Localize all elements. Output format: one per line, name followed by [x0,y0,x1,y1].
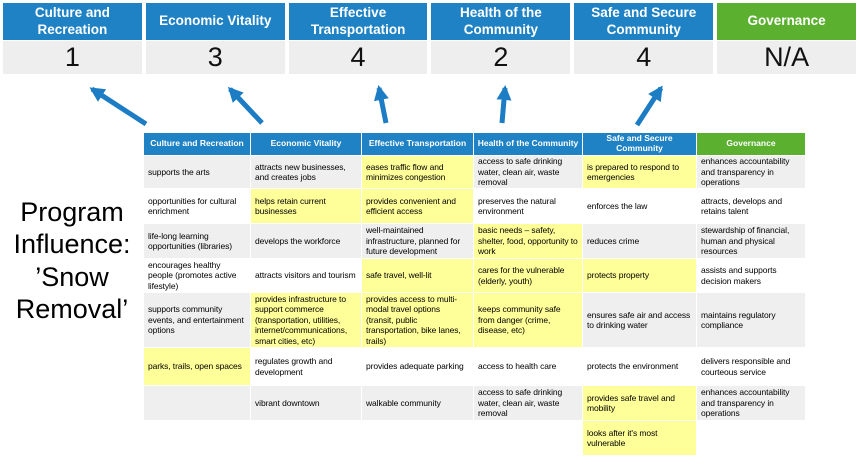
matrix-cell: provides infrastructure to support commerce (transportation, utilities, internet/communications, smart cities, etc) [251,293,361,347]
matrix-cell: eases traffic flow and minimizes congestion [362,156,473,188]
matrix-cell [362,421,473,455]
matrix-cell: basic needs – safety, shelter, food, opportunity to work [474,224,582,258]
page-title: Program Influence: ’Snow Removal’ [13,197,131,325]
matrix-cell: delivers responsible and courteous service [697,348,805,385]
matrix-cell: attracts visitors and tourism [251,259,361,292]
arrow-icon-economic-vitality [230,89,262,123]
matrix-cell: stewardship of financial, human and physical resources [697,224,805,258]
matrix-cell [474,421,582,455]
matrix-cell: walkable community [362,386,473,420]
score-row [3,41,856,74]
matrix-cell: enhances accountability and transparency in operations [697,386,805,420]
score-culture-recreation: 1 [3,41,142,74]
score-safe-secure-community: 4 [574,41,713,74]
matrix-cell: cares for the vulnerable (elderly, youth) [474,259,582,292]
matrix-cell: keeps community safe from danger (crime, disease, etc) [474,293,582,347]
matrix-cell: maintains regulatory compliance [697,293,805,347]
priority-header-economic-vitality: Economic Vitality [146,3,285,40]
priority-header-culture-recreation: Culture and Recreation [3,3,142,40]
matrix-cell: preserves the natural environment [474,189,582,223]
matrix-cell: life-long learning opportunities (libraries) [144,224,250,258]
priority-header-safe-secure-community: Safe and Secure Community [574,3,713,40]
arrow-icon-health-community [502,88,505,123]
matrix-cell: provides adequate parking [362,348,473,385]
priority-header-governance: Governance [717,3,856,40]
matrix-cell: reduces crime [583,224,696,258]
matrix-cell: attracts new businesses, and creates jobs [251,156,361,188]
matrix-cell: provides access to multi-modal travel options (transit, public transportation, bike lanes, trails) [362,293,473,347]
matrix-header-health-community: Health of the Community [474,133,582,155]
matrix-header-economic-vitality: Economic Vitality [251,133,361,155]
matrix-cell: looks after it's most vulnerable [583,421,696,455]
matrix-cell: regulates growth and development [251,348,361,385]
matrix-cell: encourages healthy people (promotes active lifestyle) [144,259,250,292]
matrix-cell [697,421,805,455]
matrix-cell: enhances accountability and transparency in operations [697,156,805,188]
matrix-cell: opportunities for cultural enrichment [144,189,250,223]
score-effective-transportation: 4 [289,41,428,74]
priority-header-effective-transportation: Effective Transportation [289,3,428,40]
priority-banner [3,3,856,40]
matrix-cell: parks, trails, open spaces [144,348,250,385]
arrow-icon-culture-recreation [92,89,146,124]
matrix-header-governance: Governance [697,133,805,155]
matrix-cell: safe travel, well-lit [362,259,473,292]
priority-header-health-community: Health of the Community [431,3,570,40]
arrow-icon-effective-transportation [379,88,386,123]
matrix-cell: attracts, develops and retains talent [697,189,805,223]
matrix-cell [144,386,250,420]
matrix-cell: helps retain current businesses [251,189,361,223]
matrix-cell: provides convenient and efficient access [362,189,473,223]
influence-matrix [144,133,805,455]
matrix-header-culture-recreation: Culture and Recreation [144,133,250,155]
matrix-cell: access to health care [474,348,582,385]
matrix-cell: ensures safe air and access to drinking water [583,293,696,347]
matrix-header-safe-secure-community: Safe and Secure Community [583,133,696,155]
matrix-cell: access to safe drinking water, clean air, waste removal [474,386,582,420]
matrix-cell [251,421,361,455]
matrix-cell: supports the arts [144,156,250,188]
matrix-cell: assists and supports decision makers [697,259,805,292]
matrix-cell [144,421,250,455]
matrix-cell: well-maintained infrastructure, planned for future development [362,224,473,258]
score-economic-vitality: 3 [146,41,285,74]
matrix-cell: vibrant downtown [251,386,361,420]
matrix-cell: access to safe drinking water, clean air, waste removal [474,156,582,188]
matrix-cell: is prepared to respond to emergencies [583,156,696,188]
matrix-cell: protects property [583,259,696,292]
score-health-community: 2 [431,41,570,74]
matrix-cell: protects the environment [583,348,696,385]
matrix-cell: enforces the law [583,189,696,223]
arrow-icon-safe-secure-community [637,88,661,125]
matrix-cell: provides safe travel and mobility [583,386,696,420]
matrix-header-effective-transportation: Effective Transportation [362,133,473,155]
matrix-cell: develops the workforce [251,224,361,258]
matrix-cell: supports community events, and entertainment options [144,293,250,347]
score-governance: N/A [717,41,856,74]
